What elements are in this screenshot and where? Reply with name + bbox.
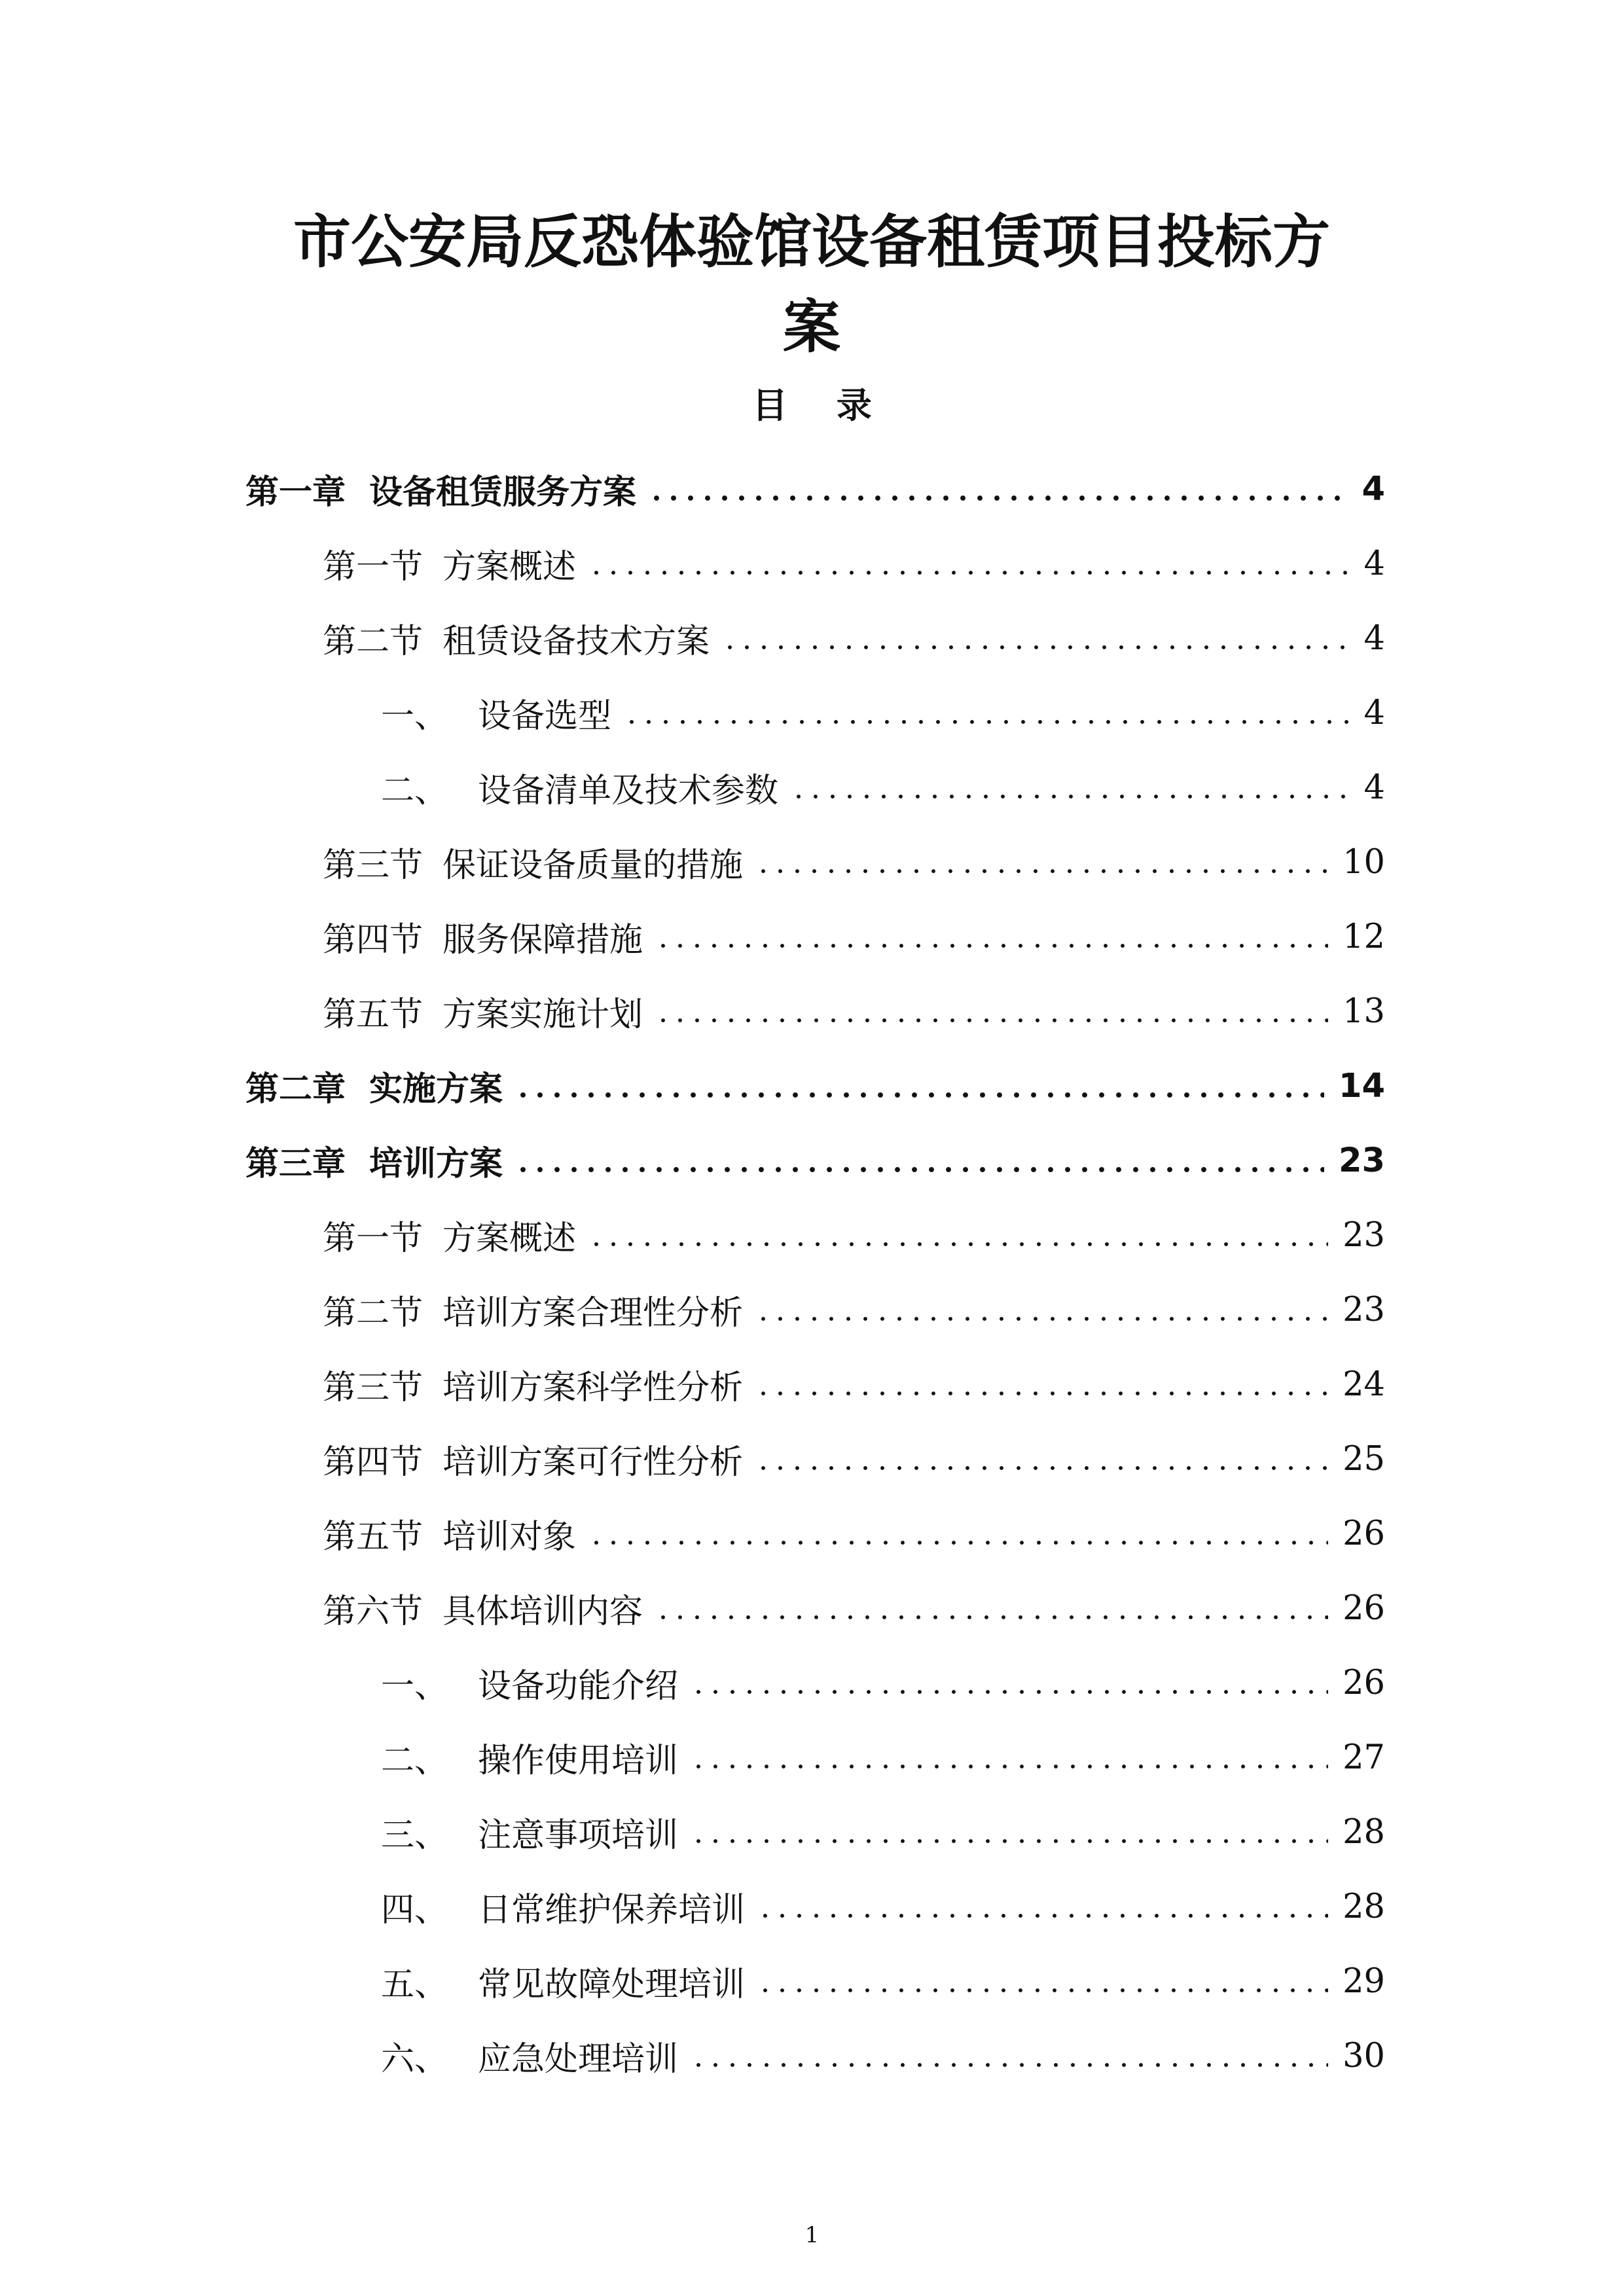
toc-entry-page: 24 [1343, 1365, 1385, 1404]
toc-entry-page: 28 [1343, 1812, 1385, 1852]
toc-entry[interactable] [323, 974, 1385, 1049]
toc-entry-title: 方案概述 [442, 1219, 577, 1258]
toc-entry-number: 第五节 [323, 996, 424, 1034]
toc-dot-leader [690, 1839, 1328, 1843]
toc-entry-page: 23 [1339, 1141, 1385, 1180]
toc-entry-number: 第五节 [323, 1518, 424, 1556]
toc-entry-number: 二、 [381, 772, 448, 810]
toc-entry-page: 4 [1363, 619, 1385, 658]
toc-entry[interactable] [381, 675, 1385, 750]
toc-entry-number: 第一节 [323, 1219, 424, 1258]
toc-entry[interactable] [245, 452, 1385, 526]
toc-entry-title: 常见故障处理培训 [478, 1965, 746, 2004]
toc-entry[interactable] [323, 1422, 1385, 1496]
toc-entry[interactable] [381, 2018, 1385, 2093]
toc-entry-page: 23 [1343, 1290, 1385, 1329]
toc-entry-page: 28 [1343, 1887, 1385, 1926]
toc-entry-number: 第二节 [323, 1294, 424, 1333]
toc-entry[interactable] [323, 825, 1385, 899]
toc-entry-number: 三、 [381, 1816, 448, 1855]
toc-entry-title: 设备清单及技术参数 [478, 772, 779, 810]
toc-dot-leader [655, 1615, 1328, 1619]
toc-entry-page: 25 [1343, 1439, 1385, 1479]
toc-entry-number: 第六节 [323, 1592, 424, 1631]
toc-entry-number: 六、 [381, 2040, 448, 2079]
toc-entry-number: 第四节 [323, 1443, 424, 1482]
toc-entry[interactable] [323, 1496, 1385, 1571]
page-number: 1 [804, 2222, 820, 2248]
toc-entry-title: 租赁设备技术方案 [442, 622, 710, 661]
toc-dot-leader [755, 869, 1328, 873]
toc-heading: 目 录 [752, 385, 890, 426]
toc-dot-leader [588, 1242, 1328, 1246]
toc-entry-number: 五、 [381, 1965, 448, 2004]
toc-entry-title: 应急处理培训 [478, 2040, 679, 2079]
toc-entry[interactable] [381, 1645, 1385, 1720]
toc-entry-page: 4 [1362, 469, 1385, 509]
toc-entry-page: 10 [1343, 842, 1385, 882]
toc-entry-title: 方案实施计划 [442, 996, 643, 1034]
toc-entry[interactable] [381, 1720, 1385, 1795]
toc-entry[interactable] [381, 1869, 1385, 1944]
toc-entry-title: 服务保障措施 [442, 921, 643, 960]
toc-entry-title: 保证设备质量的措施 [442, 846, 744, 885]
toc-entry[interactable] [381, 750, 1385, 825]
toc-entry-number: 第四节 [323, 921, 424, 960]
toc-entry-page: 4 [1363, 693, 1385, 732]
toc-entry[interactable] [323, 1347, 1385, 1422]
toc-entry[interactable] [323, 601, 1385, 675]
toc-dot-leader [514, 1167, 1324, 1172]
toc-entry-number: 第三节 [323, 1369, 424, 1407]
toc-entry-title: 培训对象 [442, 1518, 577, 1556]
toc-entry-number: 第三章 [245, 1145, 346, 1183]
toc-dot-leader [757, 1988, 1328, 1992]
toc-entry-title: 设备租赁服务方案 [369, 473, 637, 512]
toc-entry-page: 4 [1363, 544, 1385, 583]
toc-entry-number: 二、 [381, 1742, 448, 1780]
toc-entry[interactable] [245, 1049, 1385, 1123]
toc-entry-page: 29 [1343, 1962, 1385, 2001]
toc-dot-leader [757, 1914, 1328, 1918]
toc-dot-leader [690, 2063, 1328, 2067]
toc-entry-page: 27 [1343, 1738, 1385, 1777]
toc-entry-page: 23 [1343, 1215, 1385, 1255]
toc-dot-leader [623, 720, 1350, 724]
toc-dot-leader [655, 1018, 1328, 1022]
toc-entry-number: 第一节 [323, 548, 424, 586]
toc-entry-number: 一、 [381, 1667, 448, 1706]
toc-entry-title: 操作使用培训 [478, 1742, 679, 1780]
toc-dot-leader [648, 495, 1347, 501]
toc-entry-page: 14 [1339, 1066, 1385, 1105]
toc-entry-title: 具体培训内容 [442, 1592, 643, 1631]
toc-entry-title: 注意事项培训 [478, 1816, 679, 1855]
toc-entry-number: 第二章 [245, 1070, 346, 1109]
toc-entry-number: 四、 [381, 1891, 448, 1929]
document-title-line-1: 市公安局反恐体验馆设备租赁项目投标方 [293, 208, 1330, 276]
toc-entry-page: 26 [1343, 1663, 1385, 1702]
toc-entry-title: 实施方案 [369, 1070, 503, 1109]
toc-entry[interactable] [323, 526, 1385, 601]
toc-entry-title: 培训方案 [369, 1145, 503, 1183]
toc-entry[interactable] [323, 1198, 1385, 1272]
toc-entry-title: 方案概述 [442, 548, 577, 586]
toc-dot-leader [655, 944, 1328, 948]
toc-entry-page: 30 [1343, 2036, 1385, 2075]
toc-dot-leader [755, 1391, 1328, 1395]
toc-entry-title: 培训方案科学性分析 [442, 1369, 744, 1407]
toc-dot-leader [588, 571, 1350, 575]
toc-entry-number: 一、 [381, 697, 448, 736]
toc-entry[interactable] [323, 1272, 1385, 1347]
toc-entry-title: 日常维护保养培训 [478, 1891, 746, 1929]
toc-dot-leader [721, 645, 1350, 649]
toc-dot-leader [755, 1317, 1328, 1321]
toc-entry[interactable] [323, 1571, 1385, 1645]
toc-entry-page: 26 [1343, 1514, 1385, 1553]
toc-entry[interactable] [245, 1123, 1385, 1198]
toc-entry[interactable] [381, 1944, 1385, 2018]
toc-entry-title: 培训方案合理性分析 [442, 1294, 744, 1333]
toc-dot-leader [790, 795, 1350, 798]
toc-dot-leader [588, 1541, 1328, 1545]
toc-entry-number: 第一章 [245, 473, 346, 512]
toc-entry-page: 4 [1363, 768, 1385, 807]
toc-entry[interactable] [323, 899, 1385, 974]
toc-entry-title: 培训方案可行性分析 [442, 1443, 744, 1482]
toc-entry[interactable] [381, 1795, 1385, 1869]
toc-entry-page: 26 [1343, 1588, 1385, 1628]
toc-entry-page: 12 [1343, 917, 1385, 956]
toc-entry-page: 13 [1343, 992, 1385, 1031]
toc-entry-title: 设备选型 [478, 697, 612, 736]
toc-entry-title: 设备功能介绍 [478, 1667, 679, 1706]
toc-entry-number: 第三节 [323, 846, 424, 885]
toc-entry-number: 第二节 [323, 622, 424, 661]
document-title-line-2: 案 [782, 293, 840, 361]
toc-dot-leader [514, 1092, 1324, 1098]
toc-dot-leader [755, 1466, 1328, 1470]
toc-dot-leader [690, 1690, 1328, 1694]
toc-dot-leader [690, 1765, 1328, 1768]
